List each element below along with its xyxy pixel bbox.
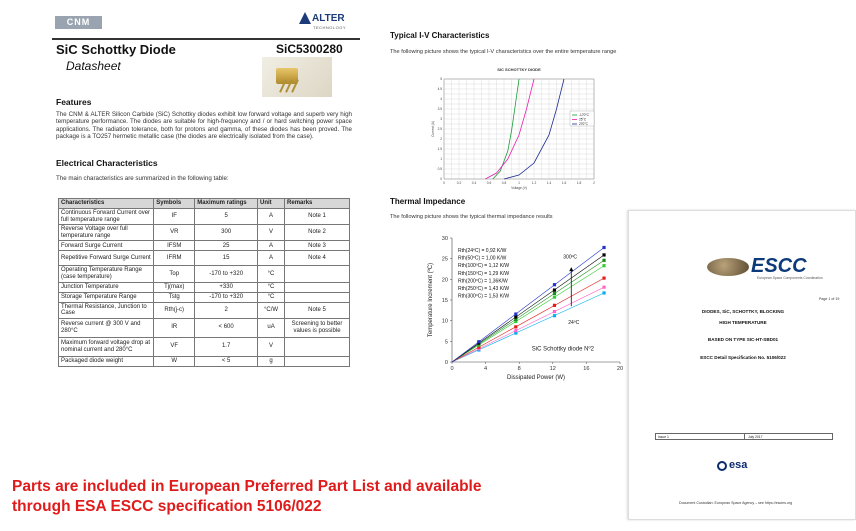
table-cell: VR [154,225,195,241]
x-tick-label: 0 [443,181,445,185]
caption-line1: Parts are included in European Preferred Part List and available [12,478,482,495]
x-axis-label: Dissipated Power (W) [506,375,566,381]
table-row [59,302,350,318]
table-cell: Note 1 [285,209,350,225]
legend-entry: Rth(200ºC) = 1,36K/W [458,278,508,285]
table-cell: < 600 [195,318,258,337]
x-tick-label: 0.6 [486,181,492,185]
alter-logo [296,8,358,34]
escc-title-line1: DIODES, SiC, SCHOTTKY, BLOCKING [701,309,785,314]
chart-annotation: SiC Schottky diode Nº2 [531,346,595,353]
thermal-chart [422,230,662,395]
table-cell: Junction Temperature [59,282,154,292]
y-tick-label: 30 [441,236,448,242]
y-tick-label: 0 [444,360,448,366]
data-point [553,310,556,313]
table-cell: VF [154,337,195,356]
page-of: Page 1 of 19 [819,297,840,301]
table-row [59,209,350,225]
table-cell: V [258,225,285,241]
y-axis-label: Current (A) [431,121,435,137]
specs-table [58,198,350,367]
data-point [553,296,556,299]
table-cell: Rth(j-c) [154,302,195,318]
table-cell: IR [154,318,195,337]
table-row [59,356,350,366]
table-cell: V [258,337,285,356]
esa-ring-icon [717,461,727,471]
table-cell: -170 to +320 [195,266,258,282]
data-point [477,340,480,343]
electrical-heading: Electrical Characteristics [56,158,158,168]
table-cell: °C [258,266,285,282]
escc-cover-page [628,210,856,520]
table-cell: g [258,356,285,366]
data-point [553,314,556,317]
y-tick-label: 3.5 [437,107,442,111]
table-row [59,282,350,292]
x-tick-label: 0.2 [456,181,462,185]
table-row [59,251,350,266]
x-tick-label: 2 [593,181,595,185]
chart-title: SIC SCHOTTKY DIODE [497,67,541,72]
table-cell: Repetitive Forward Surge Current [59,251,154,266]
x-tick-label: 0.8 [501,181,507,185]
escc-title-line2: HIGH TEMPERATURE [719,320,767,325]
table-cell: Forward Surge Current [59,241,154,251]
x-tick-label: 12 [549,366,556,372]
table-row [59,337,350,356]
y-tick-label: 25 [441,256,448,263]
thermal-text: The following picture shows the typical thermal impedance results [390,214,553,220]
table-cell: Note 3 [285,241,350,251]
y-tick-label: 5 [440,77,442,81]
table-cell: 1.7 [195,337,258,356]
y-tick-label: 0 [440,177,442,181]
table-header: Symbols [154,199,195,209]
table-cell: Tj(max) [154,282,195,292]
x-tick-label: 1.8 [576,181,582,185]
alter-mark-icon [299,12,311,24]
datasheet-title: SiC Schottky Diode [56,42,176,57]
data-point [514,329,517,332]
issue-separator [744,434,745,440]
table-header: Unit [258,199,285,209]
data-point [553,283,556,286]
diode-photo [262,57,332,97]
legend-entry: 25°C [579,117,587,122]
table-cell: Thermal Resistance, Junction to Case [59,302,154,318]
table-cell: A [258,241,285,251]
x-tick-label: 1 [518,181,520,185]
table-row [59,266,350,282]
table-cell: Packaged diode weight [59,356,154,366]
escc-based-on: BASED ON TYPE SIC-HT-SBD01 [707,337,779,342]
datasheet-page [44,0,362,400]
table-cell: °C/W [258,302,285,318]
y-tick-label: 2.5 [437,127,442,131]
table-cell: 2 [195,302,258,318]
legend-entry: Rth(150ºC) = 1,29 K/W [458,270,510,277]
y-axis-label: Temperature Increment (ºC) [428,262,434,338]
table-cell: Reverse Voltage over full temperature range [59,225,154,241]
y-tick-label: 1.5 [437,147,442,151]
table-cell: Top [154,266,195,282]
annotation-24c: 24ºC [568,319,580,326]
annotation-300c: 300ºC [563,254,578,261]
alter-logo-text: ALTER [312,13,345,24]
y-tick-label: 1 [440,157,442,161]
table-cell: Note 2 [285,225,350,241]
escc-spec-number: ESCC Detail Specification No. 5106/022 [700,355,786,360]
table-cell: IFRM [154,251,195,266]
data-point [602,253,605,256]
data-point [602,276,605,279]
data-point [514,325,517,328]
escc-logo-subtext: European Space Components Coordination [757,276,823,280]
table-row [59,318,350,337]
data-point [602,286,605,289]
header-rule [52,38,360,40]
table-row [59,225,350,241]
table-row [59,241,350,251]
table-cell: Continuous Forward Current over full temperature range [59,209,154,225]
electrical-text: The main characteristics are summarized in the following table: [56,175,229,182]
table-cell: 5 [195,209,258,225]
table-cell [285,356,350,366]
x-tick-label: 0 [450,366,454,372]
x-tick-label: 16 [583,366,590,372]
y-tick-label: 4.5 [437,87,442,91]
data-point [602,246,605,249]
table-cell: Note 5 [285,302,350,318]
table-cell: W [154,356,195,366]
x-tick-label: 20 [616,366,624,372]
legend-entry: Rth(24ºC) = 0,92 K/W [458,248,507,254]
legend-entry: Rth(300ºC) = 1,53 K/W [458,293,510,300]
table-cell: A [258,209,285,225]
x-tick-label: 4 [484,366,488,372]
issue-date: July 2017 [748,435,763,439]
legend-entry: Rth(50ºC) = 1,00 K/W [458,255,507,262]
table-header: Maximum ratings [195,199,258,209]
x-tick-label: 0.4 [471,181,477,185]
table-cell: -170 to +320 [195,292,258,302]
caption [12,477,612,517]
data-point [602,264,605,267]
data-point [602,291,605,294]
x-tick-label: 1.6 [561,181,567,185]
legend-entry: Rth(250ºC) = 1,43 K/W [458,286,510,292]
datasheet-subtitle: Datasheet [66,59,121,73]
table-cell [285,337,350,356]
iv-text: The following picture shows the typical I-V characteristics over the entire temperature range [390,49,617,55]
table-cell: 15 [195,251,258,266]
y-tick-label: 4 [440,97,442,101]
table-cell: Storage Temperature Range [59,292,154,302]
y-tick-label: 5 [444,339,448,346]
table-cell: +330 [195,282,258,292]
table-cell: A [258,251,285,266]
cnm-logo: CNM [55,16,102,29]
iv-chart [430,65,610,190]
features-text: The CNM & ALTER Silicon Carbide (SiC) Schottky diodes exhibit low forward voltage and superb very high temperature performance. The diodes are suitable for high-frequency and / or hard switching power space applications. The radiation tolerance, both for protons and gamma, of these diodes has been proved. The package is a TO257 hermetic metallic case (the diodes are electrically isolated from the case). [56,111,352,141]
x-tick-label: 8 [517,366,521,372]
table-header: Remarks [285,199,350,209]
table-cell: Maximum forward voltage drop at nominal current and 280°C [59,337,154,356]
y-tick-label: 0.5 [437,167,442,171]
table-cell: IF [154,209,195,225]
y-tick-label: 20 [441,277,448,284]
table-cell: uA [258,318,285,337]
data-point [602,259,605,262]
table-cell: Reverse current @ 300 V and 280°C [59,318,154,337]
legend-entry: -170°C [579,113,589,118]
table-cell: Screening to better values is possible [285,318,350,337]
table-cell: °C [258,292,285,302]
document-custodian: Document Custodian: European Space Agency – see https://escies.org [679,501,793,505]
table-cell: °C [258,282,285,292]
globe-icon [707,258,749,276]
table-cell: Note 4 [285,251,350,266]
escc-logo-text: ESCC [751,255,807,277]
data-point [553,292,556,295]
table-cell [285,292,350,302]
table-header: Characteristics [59,199,154,209]
data-point [514,312,517,315]
x-tick-label: 1.2 [531,181,537,185]
table-cell: 300 [195,225,258,241]
table-cell: < 5 [195,356,258,366]
table-cell [285,282,350,292]
y-tick-label: 10 [441,318,448,325]
part-number: SiC5300280 [276,42,343,56]
issue-label: Issue 1 [658,435,669,439]
x-tick-label: 1.4 [546,181,552,185]
caption-line2: through ESA ESCC specification 5106/022 [12,498,322,515]
alter-logo-subtext: TECHNOLOGY [313,25,347,30]
features-heading: Features [56,97,92,107]
table-cell: IFSM [154,241,195,251]
y-tick-label: 2 [440,137,442,141]
issue-box [655,433,833,440]
x-axis-label: Voltage (V) [511,186,527,190]
legend-entry: Rth(100ºC) = 1,12 K/W [458,263,510,270]
table-cell [285,266,350,282]
table-cell: Operating Temperature Range (case temperature) [59,266,154,282]
escc-logo [707,255,837,280]
iv-heading: Typical I-V Characteristics [390,31,490,40]
data-point [553,304,556,307]
y-tick-label: 3 [440,117,442,121]
table-header-row [59,199,350,209]
legend-entry: 270°C [579,122,588,127]
data-point [553,288,556,291]
table-cell: 25 [195,241,258,251]
data-point [514,315,517,318]
thermal-heading: Thermal Impedance [390,197,466,206]
table-row [59,292,350,302]
esa-logo: esa [729,459,748,471]
y-tick-label: 15 [441,298,448,304]
table-cell: Tstg [154,292,195,302]
